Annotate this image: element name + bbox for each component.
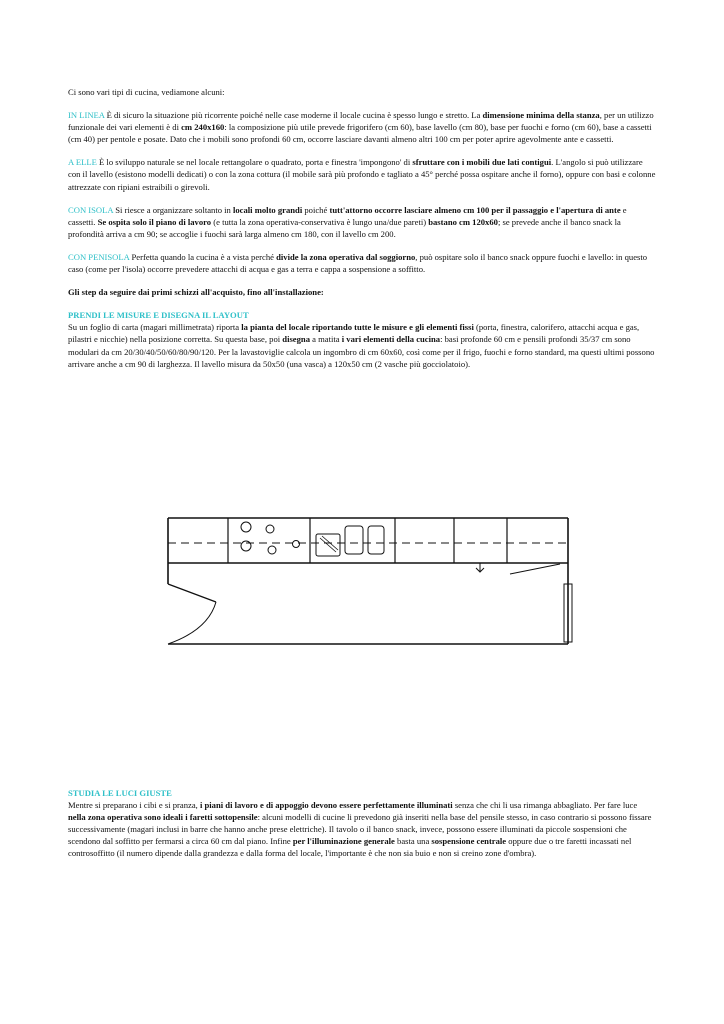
text-run: È di sicuro la situazione più ricorrente poiché nelle case moderne il locale cucina è spesso lungo e stretto. La [104,110,483,121]
bold-run: la pianta del locale riportando tutte le misure e gli elementi fissi [241,322,474,333]
a-elle-heading: A ELLE [68,157,97,168]
sink-basin [345,526,363,554]
bold-run: sospensione centrale [431,836,507,847]
text-run: : basi profonde 60 cm e pensili profondi 35/37 cm sono modulari da cm 20/30/40/50/60/80/90/120. Per la lavastoviglie calcola un ingombro di cm 60x60, così come per il frigo, fuochi e forno standard, ma questi ultimi possono arrivare anche a cm 90 di larghezza. Il lavello misura da 50x50 (una vasca) a 120x50 cm (2 vasche più gocciolatoio). [68,334,655,369]
text-run: Su un foglio di carta (magari millimetrata) riporta [68,322,242,333]
text-run: , può ospitare solo il banco snack oppure fuochi e lavello: in questo caso (come per l'isola) occorre prevedere attacchi di acqua e gas a terra e cappa a sospensione a soffitto. [68,251,648,275]
bold-run: bastano cm 120x60 [428,216,498,227]
con-isola-paragraph [68,204,656,240]
kitchen-floor-plan [160,512,576,648]
hob-burner [293,541,300,548]
fridge-door-swing [510,564,560,574]
con-isola-heading: CON ISOLA [68,204,114,215]
text-run: Mentre si preparano i cibi e si pranza, [68,800,200,811]
text-run: Si riesce a organizzare soltanto in [113,204,233,215]
bold-run: tutt'attorno occorre lasciare almeno cm 100 per il passaggio e l'apertura di ante [329,204,621,215]
bold-run: sfruttare con i mobili due lati contigui [412,157,552,168]
lights-section [68,787,656,871]
intro-paragraph: Ci sono vari tipi di cucina, vediamone alcuni: [68,87,225,97]
text-run: (e tutta la zona operativa-conservativa è lungo una/due pareti) [211,216,429,227]
text-run: a matita [310,334,342,345]
text-run: (porta, finestra, calorifero, attacchi acqua e gas, pilastri e nicchie) nella posizione corretta. Su questa base, poi [68,322,640,345]
sink-basin [368,526,384,554]
steps-title: Gli step da seguire dai primi schizzi all'acquisto, fino all'installazione: [68,287,324,298]
text-run: . L'angolo si può utilizzare con il lavello (esistono modelli dedicati) o con la zona cottura (il mobile sarà più profondo e tagliato a 45° perché possa ospitare anche il forno), oppure con basi e colonne attrezzate con ripiani estraibili o girevoli. [68,157,656,192]
text-run: basta una [394,836,432,847]
misure-heading: PRENDI LE MISURE E DISEGNA IL LAYOUT [68,310,249,321]
text-run: : alcuni modelli di cucine li prevedono già inseriti nella base del pensile stesso, in caso contrario si possono fissare successivamente (magari inclusi in barre che hanno anche prese elettriche). Il tavolo o il banco snack, invece, possono essere illuminati da piccole sospensioni che scendono dal soffitto per fermarsi a circa 60 cm dal piano. Infine [68,812,652,847]
bold-run: cm 240x160 [181,122,225,133]
bold-run: locali molto grandi [233,204,303,215]
luci-heading: STUDIA LE LUCI GIUSTE [68,788,172,798]
misure-paragraph [68,321,656,369]
con-penisola-paragraph [68,251,656,275]
bold-run: dimensione minima della stanza [482,110,600,121]
text-run: oppure due o tre faretti incassati nel controsoffitto (il numero dipende dalla grandezza e dalla forma del locale, l'importante è che non sia buio e non si creino zone d'ombra). [68,836,632,859]
text-run: : la composizione più utile prevede frigorifero (cm 60), base lavello (cm 80), base per fuochi e forno (cm 60), base a cassetti (cm 40) per pentole e posate. Dato che i mobili sono profondi 60 cm, occorre lasciare davanti almeno altri 100 cm per poter aprire agevolmente ante e cassetti. [68,122,652,145]
con-penisola-heading: CON PENISOLA [68,251,130,262]
hob-burner [241,522,251,532]
bold-run: disegna [282,334,310,345]
document-body [68,86,656,381]
hob-burner [268,546,276,554]
text-run: È lo sviluppo naturale se nel locale rettangolare o quadrato, porta e finestra 'impongono' di [96,157,413,168]
bold-run: i vari elementi della cucina [341,334,441,345]
bold-run: per l'illuminazione generale [292,836,395,847]
text-run: Perfetta quando la cucina è a vista perché [129,251,277,262]
text-run: , per un utilizzo funzionale dei vari elementi è di [68,110,654,133]
bold-run: Se ospita solo il piano di lavoro [97,216,212,227]
hob-burner [266,525,274,533]
door-swing [168,602,216,644]
text-run: poiché [302,204,330,215]
in-linea-paragraph [68,109,656,145]
text-run: ; se prevede anche il banco snack la profondità arriva a cm 90; se accoglie i fuochi sarà larga almeno cm 180, con il lavello cm 200. [68,216,621,239]
luci-paragraph [68,799,656,859]
sink-drainer-lines [320,536,338,552]
plan-arrow [476,563,484,572]
a-elle-paragraph [68,156,656,192]
bold-run: divide la zona operativa dal soggiorno [276,251,416,262]
bold-run: nella zona operativa sono ideali i faretti sottopensile [68,812,258,823]
door-leaf [168,584,216,602]
text-run: senza che chi li usa rimanga abbagliato. Per fare luce [452,800,638,811]
in-linea-heading: IN LINEA [68,110,105,121]
bold-run: i piani di lavoro e di appoggio devono essere perfettamente illuminati [199,800,453,811]
text-run: e cassetti. [68,204,627,227]
